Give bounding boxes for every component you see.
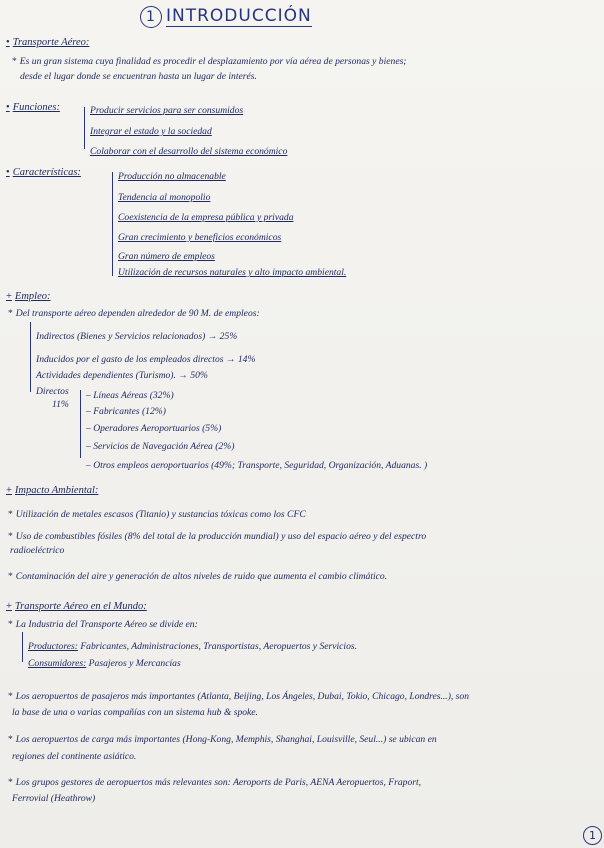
caracteristicas-brace [112, 172, 113, 276]
mundo-productores: Productores: Fabricantes, Administraciones, Transportistas, Aeropuertos y Servicios. [28, 641, 358, 652]
caracteristicas-item: Utilización de recursos naturales y alto impacto ambiental. [118, 267, 347, 278]
aeropuertos-pasajeros-line-2: la base de una o varias compañías con un sistema hub & spoke. [12, 707, 258, 718]
directos-brace [80, 390, 81, 458]
directos-subitem: – Fabricantes (12%) [86, 406, 166, 417]
aeropuertos-carga-line-2: regiones del continente asiático. [12, 751, 137, 762]
empleo-directos: Directos [36, 386, 69, 397]
section-empleo-heading: + Empleo: [6, 291, 51, 302]
definition-line-1: * Es un gran sistema cuya finalidad es procedir el desplazamiento por vía aérea de personas y bienes; [12, 56, 407, 67]
impacto-line-1: * Utilización de metales escasos (Titanio) y sustancias tóxicas como los CFC [8, 509, 306, 520]
title-text: INTRODUCCIÓN [166, 6, 312, 26]
page-number: 1 [583, 826, 602, 845]
caracteristicas-item: Gran número de empleos [118, 251, 215, 262]
impacto-line-2: * Uso de combustibles fósiles (8% del total de la producción mundial) y uso del espacio aéreo y del espectro [8, 531, 427, 542]
caracteristicas-item: Tendencia al monopolio [118, 192, 211, 203]
empleo-brace [30, 322, 31, 392]
funciones-brace [84, 107, 85, 149]
page-title [140, 6, 312, 30]
directos-subitem: – Servicios de Navegación Aérea (2%) [86, 441, 235, 452]
grupos-gestores-line-1: * Los grupos gestores de aeropuertos más relevantes son: Aeroports de Paris, AENA Aeropuertos, Fraport, [8, 777, 422, 788]
mundo-consumidores: Consumidores: Pasajeros y Mercancías [28, 658, 181, 669]
funciones-item: Producir servicios para ser consumidos [90, 105, 244, 116]
empleo-indirectos: Indirectos (Bienes y Servicios relacionados) → 25% [36, 331, 238, 342]
section-caracteristicas-heading: • Características: [6, 167, 81, 178]
title-number: 1 [140, 6, 162, 28]
aeropuertos-carga-line-1: * Los aeropuertos de carga más importantes (Hong-Kong, Memphis, Shanghai, Louisville, Seul...) se ubican en [8, 734, 437, 745]
grupos-gestores-line-2: Ferrovial (Heathrow) [12, 793, 96, 804]
mundo-brace [22, 632, 23, 662]
empleo-inducidos: Inducidos por el gasto de los empleados directos → 14% [36, 354, 256, 365]
caracteristicas-item: Gran crecimiento y beneficios económicos [118, 232, 282, 243]
caracteristicas-item: Producción no almacenable [118, 171, 226, 182]
section-transporte-aereo-heading: • Transporte Aéreo: [6, 37, 90, 48]
directos-subitem: – Operadores Aeroportuarios (5%) [86, 423, 222, 434]
empleo-intro: * Del transporte aéreo dependen alrededor de 90 M. de empleos: [8, 308, 260, 319]
section-funciones-heading: • Funciones: [6, 102, 60, 113]
directos-subitem: – Otros empleos aeroportuarios (49%; Transporte, Seguridad, Organización, Aduanas. ) [86, 460, 428, 471]
definition-line-2: desde el lugar donde se encuentran hasta un lugar de interés. [20, 71, 257, 82]
funciones-item: Colaborar con el desarrollo del sistema económico [90, 146, 288, 157]
section-impacto-heading: + Impacto Ambiental: [6, 485, 99, 496]
section-mundo-heading: + Transporte Aéreo en el Mundo: [6, 601, 147, 612]
funciones-item: Integrar el estado y la sociedad [90, 126, 212, 137]
aeropuertos-pasajeros-line-1: * Los aeropuertos de pasajeros más importantes (Atlanta, Beijing, Los Ángeles, Dubai, Tokio, Chicago, Londres...), son [8, 691, 470, 702]
empleo-directos-percent: 11% [52, 399, 69, 410]
empleo-actividades: Actividades dependientes (Turismo). → 50% [36, 370, 208, 381]
directos-subitem: – Líneas Aéreas (32%) [86, 390, 174, 401]
impacto-line-3: radioeléctrico [10, 545, 65, 556]
caracteristicas-item: Coexistencia de la empresa pública y privada [118, 212, 294, 223]
impacto-line-4: * Contaminación del aire y generación de altos niveles de ruido que aumenta el cambio climático. [8, 571, 388, 582]
mundo-intro: * La Industria del Transporte Aéreo se divide en: [8, 619, 198, 630]
